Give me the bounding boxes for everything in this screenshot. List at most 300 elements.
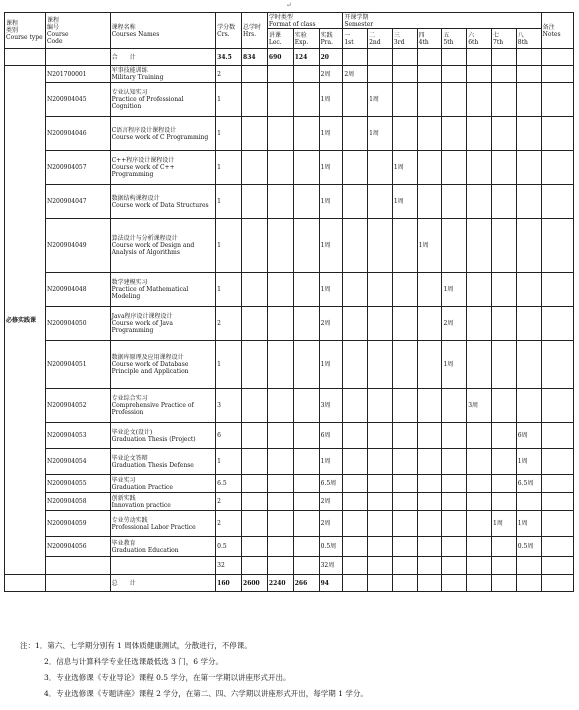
course-credits: 1 bbox=[216, 449, 242, 475]
semester-cell bbox=[467, 307, 492, 341]
semester-cell bbox=[417, 557, 442, 575]
course-name bbox=[110, 493, 216, 511]
course-credits: 2 bbox=[216, 307, 242, 341]
semester-cell: 1周 bbox=[442, 273, 467, 307]
course-hours bbox=[242, 273, 268, 307]
course-code: N200904056 bbox=[45, 537, 110, 557]
course-practice: 2周 bbox=[319, 493, 343, 511]
semester-cell bbox=[442, 83, 467, 117]
sum-row-blank bbox=[45, 49, 110, 66]
table-row bbox=[5, 493, 574, 511]
semester-cell bbox=[392, 273, 417, 307]
semester-cell bbox=[516, 557, 541, 575]
semester-cell bbox=[417, 185, 442, 219]
grand-total-lecture: 2240 bbox=[267, 575, 293, 592]
semester-cell bbox=[368, 449, 393, 475]
semester-cell bbox=[368, 537, 393, 557]
table-row bbox=[5, 449, 574, 475]
semester-cell bbox=[492, 341, 517, 389]
subtotal-practice: 32周 bbox=[319, 557, 343, 575]
semester-cell bbox=[442, 575, 467, 592]
course-credits: 1 bbox=[216, 117, 242, 151]
semester-cell bbox=[368, 557, 393, 575]
header-semester-1: 一 1st bbox=[343, 29, 368, 49]
grand-total-practice: 94 bbox=[319, 575, 343, 592]
course-lecture bbox=[267, 307, 293, 341]
course-name-en: Course work of Design and Analysis of Algorithms bbox=[111, 242, 195, 256]
course-lecture bbox=[267, 219, 293, 273]
semester-cell: 1周 bbox=[368, 117, 393, 151]
course-practice: 2周 bbox=[319, 511, 343, 537]
semester-cell bbox=[392, 117, 417, 151]
course-name-cn: 毕业论文(设计) bbox=[111, 428, 153, 436]
subtotal-hours bbox=[242, 557, 268, 575]
course-hours bbox=[242, 66, 268, 83]
course-credits: 2 bbox=[216, 493, 242, 511]
semester-cell bbox=[442, 185, 467, 219]
sum-semester-cell bbox=[492, 49, 517, 66]
course-name bbox=[110, 341, 216, 389]
course-hours bbox=[242, 537, 268, 557]
semester-cell bbox=[392, 511, 417, 537]
semester-cell bbox=[516, 389, 541, 423]
course-hours bbox=[242, 185, 268, 219]
course-experiment bbox=[293, 537, 319, 557]
semester-cell bbox=[343, 493, 368, 511]
semester-cell bbox=[392, 537, 417, 557]
table-row bbox=[5, 537, 574, 557]
semester-cell bbox=[343, 151, 368, 185]
grand-total-notes bbox=[541, 575, 573, 592]
course-credits: 1 bbox=[216, 185, 242, 219]
subtotal-credits: 32 bbox=[216, 557, 242, 575]
semester-cell bbox=[467, 83, 492, 117]
course-name-cn: 创新实践 bbox=[111, 494, 136, 502]
subtotal-lecture bbox=[267, 557, 293, 575]
semester-cell bbox=[417, 151, 442, 185]
course-lecture bbox=[267, 449, 293, 475]
semester-cell bbox=[467, 117, 492, 151]
semester-cell bbox=[467, 557, 492, 575]
course-name-cn: 数据库原理及应用课程设计 bbox=[111, 354, 184, 361]
course-hours bbox=[242, 389, 268, 423]
semester-cell bbox=[467, 493, 492, 511]
subtotal-row bbox=[5, 557, 574, 575]
semester-cell bbox=[516, 83, 541, 117]
semester-cell bbox=[368, 185, 393, 219]
semester-cell: 1周 bbox=[516, 449, 541, 475]
semester-cell bbox=[343, 307, 368, 341]
semester-cell bbox=[442, 537, 467, 557]
course-practice: 1周 bbox=[319, 219, 343, 273]
course-practice: 1周 bbox=[319, 117, 343, 151]
semester-cell bbox=[368, 423, 393, 449]
course-name-cn: C++程序设计课程设计 bbox=[111, 157, 175, 164]
course-code: N200904045 bbox=[45, 83, 110, 117]
semester-cell bbox=[417, 117, 442, 151]
header-notes: 备注 Notes bbox=[541, 13, 573, 49]
semester-cell bbox=[492, 575, 517, 592]
semester-cell bbox=[368, 219, 393, 273]
course-name-en: Course work of C++ Programming bbox=[111, 164, 175, 178]
course-name bbox=[110, 307, 216, 341]
semester-cell bbox=[467, 341, 492, 389]
course-notes bbox=[541, 423, 573, 449]
course-practice: 6周 bbox=[319, 423, 343, 449]
course-name-cn: 数学建模实习 bbox=[111, 279, 148, 286]
header-course-code: 课程 编号 Course Code bbox=[45, 13, 110, 49]
course-hours bbox=[242, 423, 268, 449]
course-credits: 3 bbox=[216, 389, 242, 423]
table-row bbox=[5, 389, 574, 423]
curriculum-table bbox=[4, 12, 574, 592]
semester-cell bbox=[467, 219, 492, 273]
course-experiment bbox=[293, 83, 319, 117]
sum-lecture: 690 bbox=[267, 49, 293, 66]
sum-experiment: 124 bbox=[293, 49, 319, 66]
table-row bbox=[5, 423, 574, 449]
header-credits: 学分数 Crs. bbox=[216, 13, 242, 49]
course-name-en: Military Training bbox=[111, 74, 164, 81]
course-notes bbox=[541, 151, 573, 185]
course-name-en: Practice of Professional Cognition bbox=[111, 96, 184, 110]
table-row bbox=[5, 511, 574, 537]
semester-cell bbox=[442, 423, 467, 449]
course-lecture bbox=[267, 83, 293, 117]
semester-cell bbox=[492, 449, 517, 475]
course-notes bbox=[541, 537, 573, 557]
footnotes bbox=[20, 638, 570, 702]
course-hours bbox=[242, 475, 268, 493]
course-code: N200904048 bbox=[45, 273, 110, 307]
semester-cell bbox=[392, 423, 417, 449]
course-experiment bbox=[293, 66, 319, 83]
semester-cell bbox=[343, 83, 368, 117]
semester-cell: 1周 bbox=[392, 151, 417, 185]
semester-cell bbox=[417, 475, 442, 493]
semester-cell bbox=[343, 537, 368, 557]
course-experiment bbox=[293, 273, 319, 307]
semester-cell bbox=[516, 341, 541, 389]
sum-row-blank bbox=[5, 49, 46, 66]
semester-cell: 1周 bbox=[442, 341, 467, 389]
course-experiment bbox=[293, 475, 319, 493]
course-credits: 6 bbox=[216, 423, 242, 449]
semester-cell bbox=[368, 475, 393, 493]
semester-cell bbox=[467, 273, 492, 307]
header-semester: 开课学期 Semester bbox=[343, 13, 541, 29]
course-name-cn: 算法设计与分析课程设计 bbox=[111, 235, 178, 242]
semester-cell bbox=[417, 575, 442, 592]
top-paragraph-mark: ↵ bbox=[286, 1, 292, 9]
semester-cell bbox=[492, 273, 517, 307]
course-lecture bbox=[267, 341, 293, 389]
course-name-cn: 毕业论文答辩 bbox=[111, 454, 148, 462]
sum-row bbox=[5, 49, 574, 66]
semester-cell bbox=[417, 307, 442, 341]
semester-cell bbox=[368, 511, 393, 537]
semester-cell bbox=[492, 493, 517, 511]
course-code: N200904049 bbox=[45, 219, 110, 273]
semester-cell bbox=[417, 341, 442, 389]
course-experiment bbox=[293, 449, 319, 475]
semester-cell bbox=[442, 511, 467, 537]
semester-cell: 1周 bbox=[516, 511, 541, 537]
course-experiment bbox=[293, 117, 319, 151]
course-code: N200904046 bbox=[45, 117, 110, 151]
sum-semester-cell bbox=[343, 49, 368, 66]
grand-total-blank bbox=[5, 575, 46, 592]
course-practice: 3周 bbox=[319, 389, 343, 423]
course-credits: 1 bbox=[216, 151, 242, 185]
semester-cell bbox=[467, 66, 492, 83]
semester-cell bbox=[343, 273, 368, 307]
subtotal-experiment bbox=[293, 557, 319, 575]
course-hours bbox=[242, 307, 268, 341]
table-row bbox=[5, 307, 574, 341]
course-notes bbox=[541, 273, 573, 307]
footnote-3: 3．专业选修课《专业导论》课程 0.5 学分，在第一学期以讲座形式开出。 bbox=[44, 673, 291, 682]
course-credits: 1 bbox=[216, 341, 242, 389]
course-name-en: Course work of Database Principle and Application bbox=[111, 361, 189, 375]
sum-semester-cell bbox=[417, 49, 442, 66]
semester-cell bbox=[392, 557, 417, 575]
grand-total-blank bbox=[45, 575, 110, 592]
course-name-cn: 专业认知实习 bbox=[111, 89, 148, 96]
header-hours: 总学时 Hrs. bbox=[242, 13, 268, 49]
table-row bbox=[5, 273, 574, 307]
header-semester-8: 八 8th bbox=[516, 29, 541, 49]
semester-cell bbox=[492, 475, 517, 493]
semester-cell bbox=[492, 423, 517, 449]
course-name bbox=[110, 389, 216, 423]
course-notes bbox=[541, 449, 573, 475]
semester-cell bbox=[467, 423, 492, 449]
course-hours bbox=[242, 151, 268, 185]
semester-cell bbox=[392, 449, 417, 475]
semester-cell bbox=[368, 575, 393, 592]
course-practice: 6.5周 bbox=[319, 475, 343, 493]
course-name-en: Comprehensive Practice of Profession bbox=[111, 402, 194, 416]
course-code: N201700001 bbox=[45, 66, 110, 83]
course-hours bbox=[242, 83, 268, 117]
semester-cell: 3周 bbox=[467, 389, 492, 423]
semester-cell bbox=[467, 475, 492, 493]
semester-cell bbox=[417, 83, 442, 117]
course-notes bbox=[541, 493, 573, 511]
semester-cell bbox=[516, 273, 541, 307]
grand-total-hours: 2600 bbox=[242, 575, 268, 592]
semester-cell bbox=[368, 66, 393, 83]
semester-cell: 1周 bbox=[392, 185, 417, 219]
header-semester-5: 五 5th bbox=[442, 29, 467, 49]
semester-cell: 1周 bbox=[417, 219, 442, 273]
course-hours bbox=[242, 449, 268, 475]
semester-cell bbox=[492, 151, 517, 185]
semester-cell: 6.5周 bbox=[516, 475, 541, 493]
course-lecture bbox=[267, 185, 293, 219]
semester-cell bbox=[516, 185, 541, 219]
course-code: N200904057 bbox=[45, 151, 110, 185]
course-code: N200904052 bbox=[45, 389, 110, 423]
semester-cell bbox=[417, 423, 442, 449]
course-hours bbox=[242, 117, 268, 151]
course-name-en: Graduation Practice bbox=[111, 483, 173, 491]
semester-cell bbox=[492, 83, 517, 117]
semester-cell bbox=[492, 307, 517, 341]
semester-cell bbox=[442, 151, 467, 185]
category-cell: 必修实践课 bbox=[5, 66, 46, 575]
header-semester-3: 三 3rd bbox=[392, 29, 417, 49]
course-practice: 1周 bbox=[319, 273, 343, 307]
semester-cell bbox=[392, 341, 417, 389]
course-name-cn: 专业综合实习 bbox=[111, 395, 148, 402]
semester-cell bbox=[392, 389, 417, 423]
course-lecture bbox=[267, 66, 293, 83]
course-code: N200904054 bbox=[45, 449, 110, 475]
grand-total-label: 总 计 bbox=[110, 575, 216, 592]
semester-cell bbox=[442, 475, 467, 493]
semester-cell bbox=[343, 423, 368, 449]
course-credits: 2 bbox=[216, 511, 242, 537]
grand-total-credits: 160 bbox=[216, 575, 242, 592]
sum-credits: 34.5 bbox=[216, 49, 242, 66]
course-practice: 2周 bbox=[319, 66, 343, 83]
grand-total-experiment: 266 bbox=[293, 575, 319, 592]
semester-cell bbox=[467, 185, 492, 219]
sum-semester-cell bbox=[442, 49, 467, 66]
semester-cell bbox=[368, 493, 393, 511]
semester-cell bbox=[467, 537, 492, 557]
course-experiment bbox=[293, 341, 319, 389]
subtotal-name bbox=[110, 557, 216, 575]
course-code: N200904059 bbox=[45, 511, 110, 537]
course-name bbox=[110, 219, 216, 273]
semester-cell bbox=[492, 389, 517, 423]
course-name bbox=[110, 475, 216, 493]
semester-cell bbox=[343, 185, 368, 219]
course-name-en: Course work of Data Structures bbox=[111, 201, 209, 209]
semester-cell bbox=[516, 219, 541, 273]
semester-cell bbox=[516, 307, 541, 341]
table-row bbox=[5, 83, 574, 117]
semester-cell bbox=[442, 449, 467, 475]
course-practice: 0.5周 bbox=[319, 537, 343, 557]
course-experiment bbox=[293, 219, 319, 273]
semester-cell: 1周 bbox=[492, 511, 517, 537]
sum-practice: 20 bbox=[319, 49, 343, 66]
semester-cell bbox=[368, 151, 393, 185]
course-practice: 1周 bbox=[319, 83, 343, 117]
course-name bbox=[110, 117, 216, 151]
header-practice: 实践 Pra. bbox=[319, 29, 343, 49]
course-name-en: Practice of Mathematical Modeling bbox=[111, 286, 189, 300]
course-credits: 1 bbox=[216, 273, 242, 307]
course-notes bbox=[541, 185, 573, 219]
semester-cell bbox=[417, 66, 442, 83]
course-practice: 1周 bbox=[319, 341, 343, 389]
course-credits: 1 bbox=[216, 219, 242, 273]
course-credits: 6.5 bbox=[216, 475, 242, 493]
course-name-cn: 军事技能训练 bbox=[111, 67, 148, 74]
semester-cell: 0.5周 bbox=[516, 537, 541, 557]
semester-cell bbox=[467, 511, 492, 537]
semester-cell bbox=[442, 219, 467, 273]
course-lecture bbox=[267, 423, 293, 449]
course-experiment bbox=[293, 511, 319, 537]
semester-cell bbox=[392, 307, 417, 341]
course-experiment bbox=[293, 151, 319, 185]
footnote-1: 注：1．第六、七学期分别有 1 周体质健康测试，分散进行，不停课。 bbox=[20, 641, 252, 650]
sum-hours: 834 bbox=[242, 49, 268, 66]
semester-cell bbox=[442, 66, 467, 83]
course-name-cn: 数据结构课程设计 bbox=[111, 194, 160, 202]
course-notes bbox=[541, 389, 573, 423]
course-experiment bbox=[293, 389, 319, 423]
footnote-2: 2．信息与计算科学专业任选课最低选 3 门，6 学分。 bbox=[44, 657, 223, 666]
course-credits: 2 bbox=[216, 66, 242, 83]
course-credits: 1 bbox=[216, 83, 242, 117]
header-semester-6: 六 6th bbox=[467, 29, 492, 49]
course-notes bbox=[541, 341, 573, 389]
semester-cell bbox=[392, 83, 417, 117]
course-hours bbox=[242, 493, 268, 511]
semester-cell bbox=[467, 151, 492, 185]
course-name bbox=[110, 151, 216, 185]
sum-notes-cell bbox=[541, 49, 573, 66]
course-code: N200904058 bbox=[45, 493, 110, 511]
header-course-name: 课程名称 Courses Names bbox=[110, 13, 216, 49]
header-course-type: 课程 类别 Course type bbox=[5, 13, 46, 49]
semester-cell bbox=[442, 117, 467, 151]
semester-cell bbox=[492, 66, 517, 83]
semester-cell: 6周 bbox=[516, 423, 541, 449]
semester-cell bbox=[442, 557, 467, 575]
course-name-cn: C语言程序设计课程设计 bbox=[111, 126, 177, 134]
semester-cell bbox=[467, 449, 492, 475]
course-name bbox=[110, 511, 216, 537]
course-lecture bbox=[267, 389, 293, 423]
course-code: N200904055 bbox=[45, 475, 110, 493]
course-name bbox=[110, 83, 216, 117]
course-name-en: Professional Labor Practice bbox=[111, 523, 196, 531]
semester-cell bbox=[392, 493, 417, 511]
course-name-en: Graduation Thesis Defense bbox=[111, 461, 194, 469]
course-notes bbox=[541, 511, 573, 537]
course-name bbox=[110, 423, 216, 449]
semester-cell bbox=[368, 341, 393, 389]
footnote-4: 4．专业选修课《专题讲座》课程 2 学分，在第二、四、六学期以讲座形式开出，每学期 1 学分。 bbox=[44, 689, 368, 698]
header-semester-7: 七 7th bbox=[492, 29, 517, 49]
table-row bbox=[5, 219, 574, 273]
course-name-en: Course work of Java Programming bbox=[111, 320, 173, 334]
subtotal-notes bbox=[541, 557, 573, 575]
course-name bbox=[110, 273, 216, 307]
course-notes bbox=[541, 219, 573, 273]
semester-cell bbox=[392, 219, 417, 273]
semester-cell bbox=[392, 66, 417, 83]
course-lecture bbox=[267, 273, 293, 307]
header-experiment: 实验 Exp. bbox=[293, 29, 319, 49]
course-notes bbox=[541, 83, 573, 117]
semester-cell bbox=[516, 151, 541, 185]
course-notes bbox=[541, 475, 573, 493]
semester-cell bbox=[368, 389, 393, 423]
semester-cell bbox=[467, 575, 492, 592]
semester-cell bbox=[343, 117, 368, 151]
semester-cell: 2周 bbox=[343, 66, 368, 83]
semester-cell bbox=[442, 389, 467, 423]
